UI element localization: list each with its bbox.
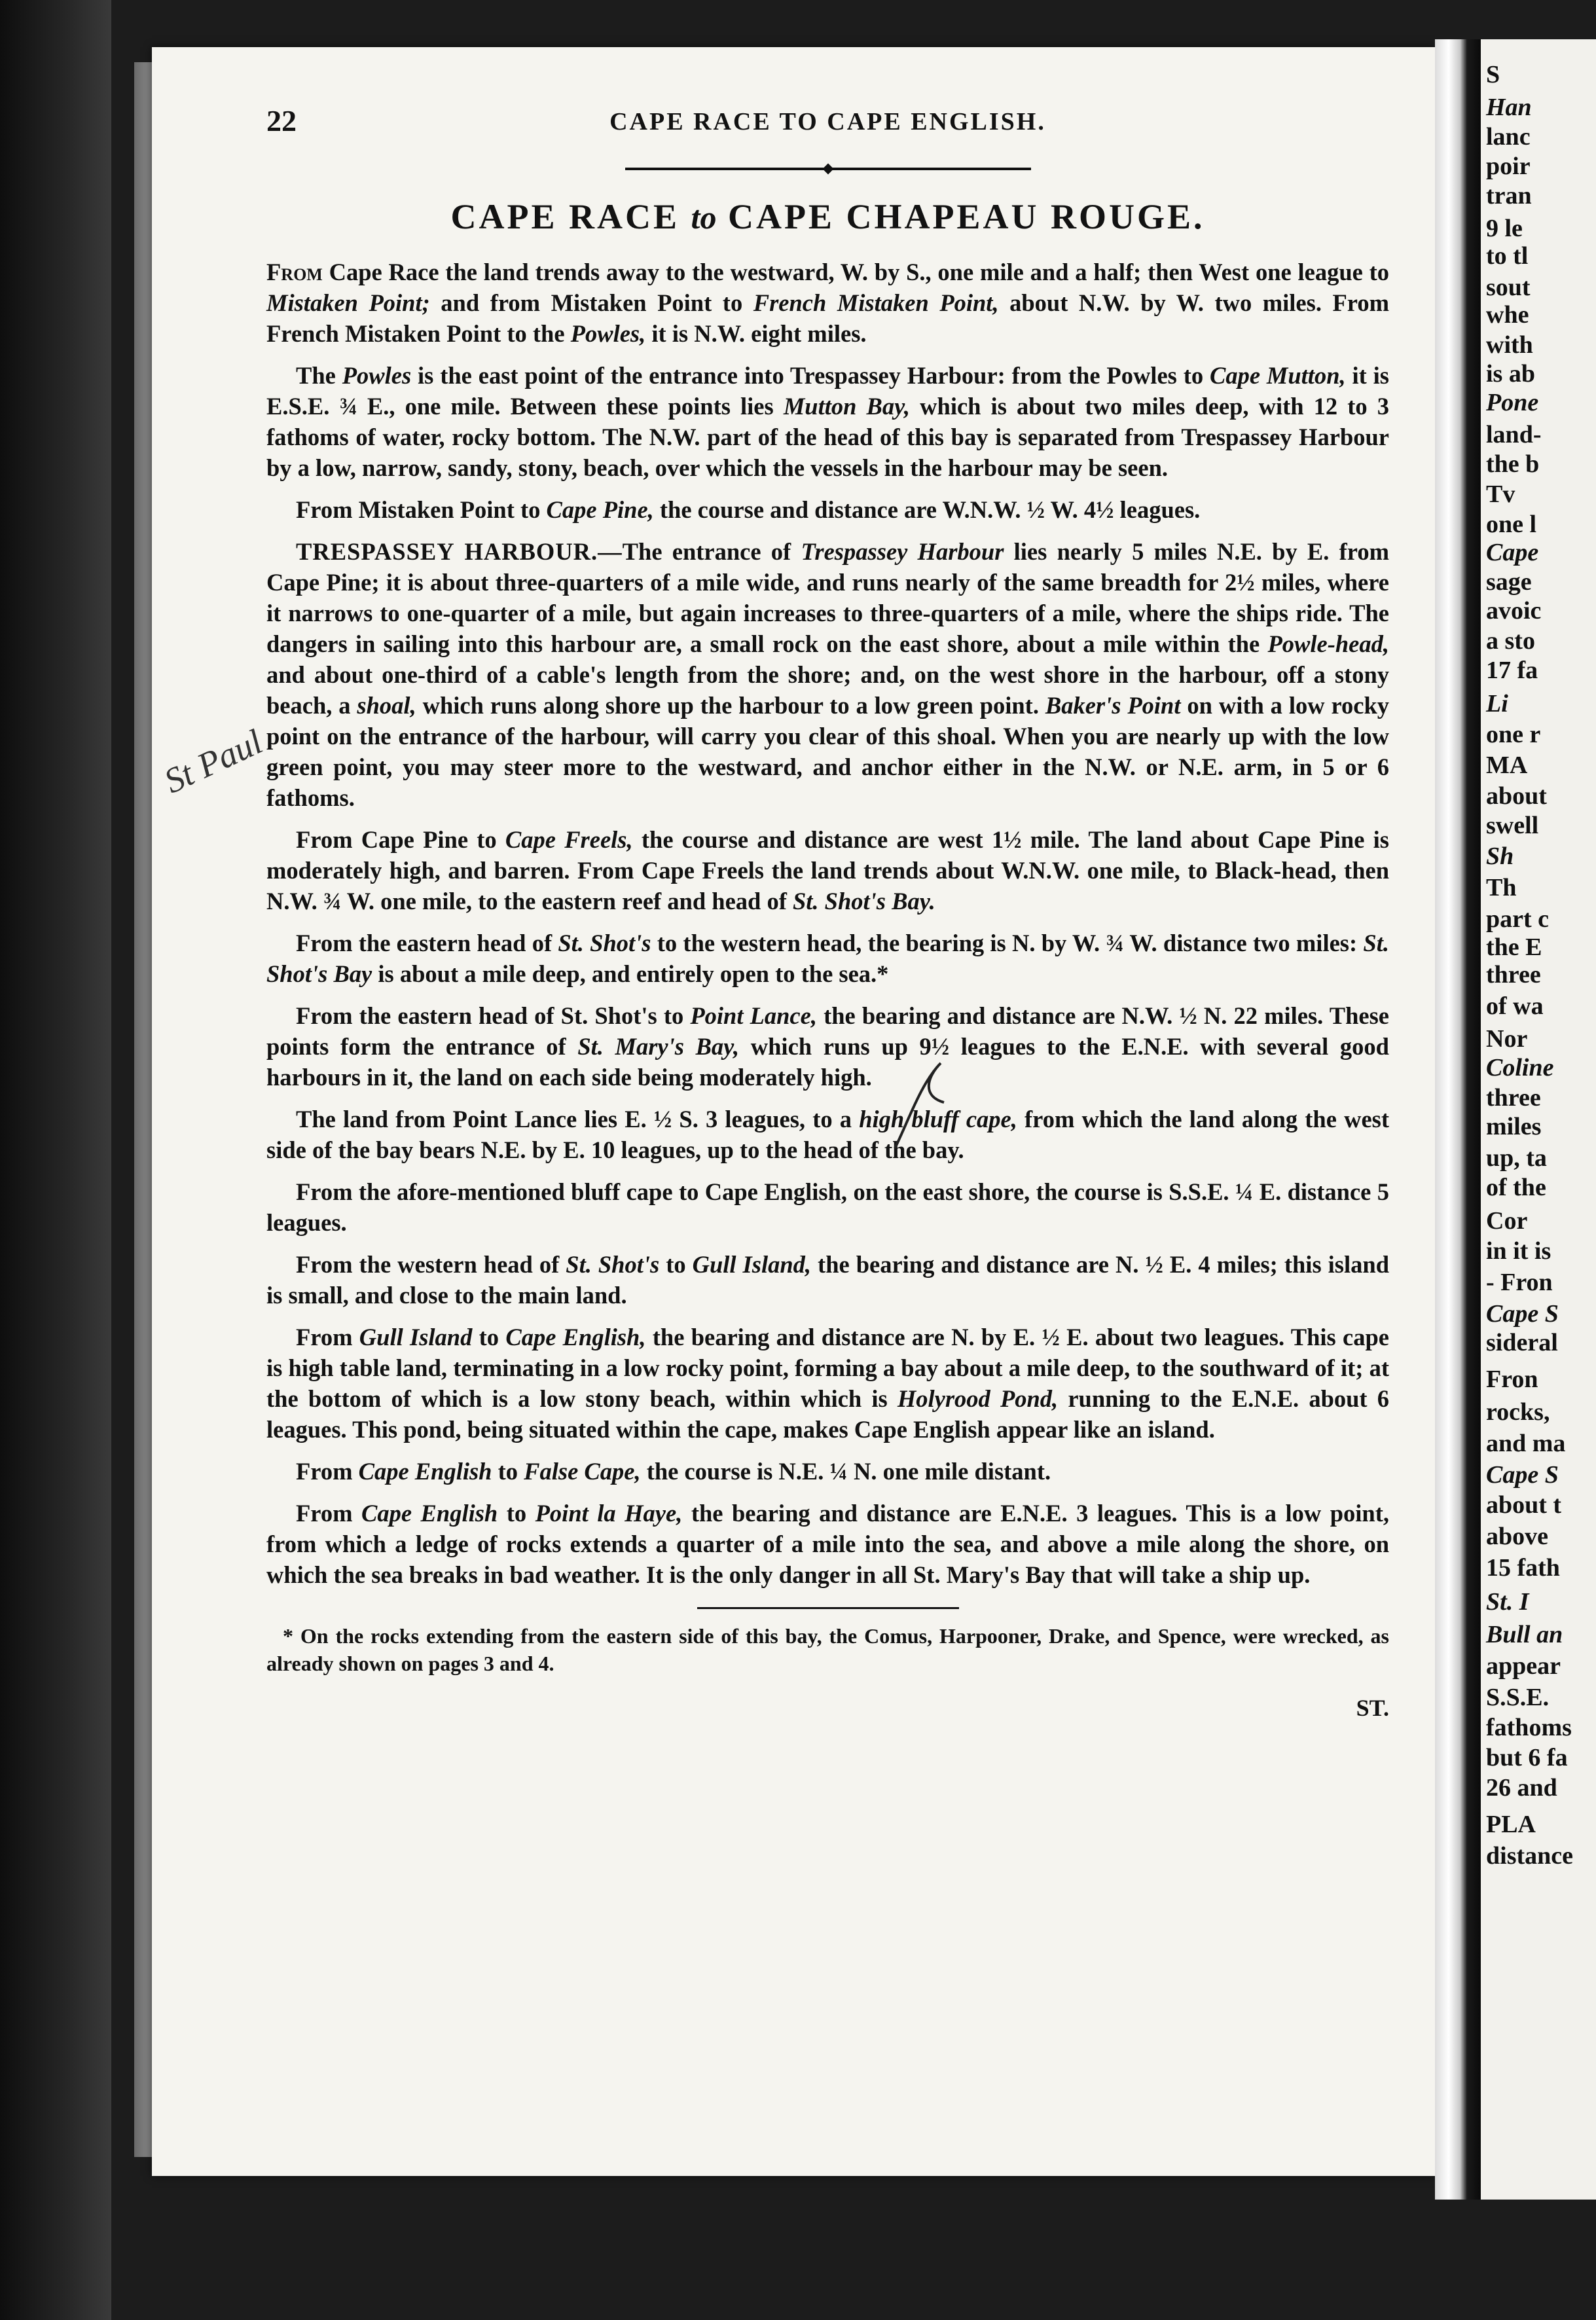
adjacent-page-line: Han: [1486, 94, 1532, 121]
paragraph: [266, 1000, 1389, 1093]
text-run: Holyrood Pond,: [897, 1385, 1059, 1412]
text-run: Mutton Bay,: [783, 393, 911, 420]
paragraph: [266, 1104, 1389, 1165]
text-run: From the eastern head of St. Shot's to: [296, 1002, 691, 1029]
adjacent-page-line: PLA: [1486, 1811, 1536, 1838]
adjacent-page-line: one r: [1486, 721, 1541, 748]
text-run: the bearing and distance are N. by E. ½ E. about two leagues. This cape is high table land, terminating in a low rocky point, forming a bay about a mile deep, to the southward of it; at the bottom of which is a low stony beach, within which is: [266, 1324, 1389, 1412]
text-run: St. Shot's Bay.: [792, 888, 935, 915]
text-run: Mistaken Point;: [266, 289, 430, 316]
adjacent-page-line: Cape: [1486, 539, 1539, 566]
text-run: the bearing and distance are N.W. ½ N. 22 miles. These points form the entrance of: [266, 1002, 1390, 1060]
text-run: From: [296, 1500, 361, 1527]
paragraph: [266, 494, 1389, 525]
book-gutter: [1435, 39, 1481, 2200]
text-run: and about one-third of a cable's length from the shore; and, on the west shore in the harbour, off a stony beach, a: [266, 661, 1389, 719]
adjacent-page-line: appear: [1486, 1652, 1561, 1680]
adjacent-page-line: about t: [1486, 1491, 1562, 1519]
adjacent-page-line: whe: [1486, 301, 1529, 329]
text-run: Powle-head,: [1267, 630, 1389, 657]
adjacent-page-line: S.S.E.: [1486, 1684, 1550, 1711]
text-run: The: [296, 362, 342, 389]
text-run: to: [472, 1324, 506, 1350]
footnote: * On the rocks extending from the eastern side of this bay, the Comus, Harpooner, Drake, and Spence, were wrecked, as already shown on pages 3 and 4.: [266, 1624, 1389, 1675]
adjacent-page-line: the b: [1486, 450, 1540, 478]
text-run: From the afore-mentioned bluff cape to Cape English, on the east shore, the course is S.S.E. ¼ E. distance 5 leagues.: [266, 1178, 1389, 1236]
text-run: TRESPASSEY HARBOUR.—: [296, 538, 623, 565]
text-run: From: [266, 259, 323, 285]
adjacent-page-line: a sto: [1486, 627, 1535, 655]
adjacent-page-line: Tv: [1486, 480, 1515, 508]
adjacent-page-line: three: [1486, 961, 1541, 988]
text-run: Powles,: [570, 320, 646, 347]
text-run: From Mistaken Point to: [296, 496, 547, 523]
text-run: Cape Mutton,: [1210, 362, 1346, 389]
adjacent-page-line: tran: [1486, 182, 1532, 209]
handwritten-margin-note: St Paul: [158, 721, 268, 801]
paragraph: [266, 1322, 1389, 1445]
text-run: The entrance of: [622, 538, 801, 565]
section-title: [266, 196, 1389, 237]
text-run: Point la Haye,: [535, 1500, 683, 1527]
text-run: Gull Island: [359, 1324, 473, 1350]
text-run: on with a low rocky point on the entrance of the harbour, will carry you clear of this shoal. When you are nearly up with the low green point, you may steer more to the westward, and anchor either in the N.W. or N.E. arm, in 5 or 6 fathoms.: [266, 692, 1390, 811]
adjacent-page-fragment: [1481, 39, 1596, 2200]
adjacent-page-line: St. I: [1486, 1588, 1529, 1616]
page-content: [266, 103, 1389, 1722]
text-run: the bearing and distance are N. ½ E. 4 miles; this island is small, and close to the main land.: [266, 1251, 1389, 1309]
adjacent-page-line: Bull an: [1486, 1621, 1563, 1648]
page-number: 22: [266, 104, 297, 137]
text-run: to: [659, 1251, 693, 1278]
text-run: the course and distance are W.N.W. ½ W. 4½ leagues.: [653, 496, 1201, 523]
adjacent-page-line: and ma: [1486, 1430, 1566, 1457]
text-run: Baker's Point: [1045, 692, 1181, 719]
text-run: Point Lance,: [690, 1002, 817, 1029]
adjacent-page-line: but 6 fa: [1486, 1744, 1568, 1771]
adjacent-page-line: sout: [1486, 274, 1531, 301]
text-run: Trespassey Harbour: [801, 538, 1004, 565]
text-run: Powles: [342, 362, 412, 389]
text-run: Cape English: [358, 1458, 492, 1485]
paragraph: [266, 257, 1389, 349]
adjacent-page-line: in it is: [1486, 1237, 1551, 1265]
adjacent-page-line: land-: [1486, 421, 1542, 448]
text-run: From Cape Pine to: [296, 826, 505, 853]
running-title: CAPE RACE TO CAPE ENGLISH.: [609, 108, 1046, 136]
text-run: Cape English: [361, 1500, 498, 1527]
text-run: from which the land along the west side of the bay bears N.E. by E. 10 leagues, up to the head of the bay.: [266, 1106, 1390, 1163]
adjacent-page-line: with: [1486, 331, 1533, 359]
adjacent-page-line: lanc: [1486, 123, 1531, 151]
ornamental-rule: [625, 168, 1031, 170]
adjacent-page-line: Sh: [1486, 843, 1514, 870]
text-run: it is E.S.E. ¾ E., one mile. Between these points lies: [266, 362, 1389, 420]
paragraph: [266, 1249, 1389, 1311]
ink-annotation-mark: [882, 1057, 960, 1155]
paragraph: [266, 360, 1389, 483]
adjacent-page-line: Coline: [1486, 1054, 1554, 1081]
adjacent-page-line: up, ta: [1486, 1144, 1547, 1172]
adjacent-page-line: distance: [1486, 1842, 1573, 1870]
adjacent-page-line: above: [1486, 1523, 1548, 1550]
text-run: From: [296, 1324, 359, 1350]
paragraph: [266, 1176, 1389, 1238]
text-run: which is about two miles deep, with 12 to 3 fathoms of water, rocky bottom. The N.W. part of the head of this bay is separated from Trespassey Harbour by a low, narrow, sandy, stony, beach, over which the vessels in the harbour may be seen.: [266, 393, 1389, 481]
adjacent-page-line: three: [1486, 1084, 1541, 1112]
adjacent-page-line: is ab: [1486, 360, 1535, 388]
page-header: [266, 103, 1389, 149]
adjacent-page-line: poir: [1486, 153, 1531, 180]
text-run: St. Shot's: [566, 1251, 660, 1278]
paragraph: [266, 1498, 1389, 1590]
adjacent-page-line: Th: [1486, 874, 1517, 901]
text-run: St. Shot's: [558, 930, 651, 956]
text-run: to the western head, the bearing is N. by W. ¾ W. distance two miles:: [651, 930, 1364, 956]
text-run: St. Shot's Bay: [266, 930, 1389, 987]
text-run: is the east point of the entrance into Trespassey Harbour: from the Powles to: [411, 362, 1210, 389]
adjacent-page-line: of the: [1486, 1174, 1546, 1201]
adjacent-page-line: 9 le: [1486, 215, 1523, 242]
adjacent-page-line: Cape S: [1486, 1300, 1559, 1328]
text-run: it is N.W. eight miles.: [645, 320, 867, 347]
book-page: [152, 47, 1435, 2176]
adjacent-page-line: 15 fath: [1486, 1554, 1560, 1582]
adjacent-page-line: one l: [1486, 511, 1537, 538]
adjacent-page-line: Pone: [1486, 389, 1539, 416]
adjacent-page-line: to tl: [1486, 242, 1529, 270]
adjacent-page-line: sideral: [1486, 1329, 1558, 1356]
text-run: Cape Pine,: [546, 496, 654, 523]
paragraph: [266, 1456, 1389, 1487]
text-run: Cape Race the land trends away to the westward, W. by S., one mile and a half; then West one league to: [322, 259, 1389, 285]
adjacent-page-line: fathoms: [1486, 1714, 1572, 1741]
text-run: Cape English,: [505, 1324, 646, 1350]
adjacent-page-line: Cor: [1486, 1207, 1528, 1235]
adjacent-page-line: rocks,: [1486, 1398, 1550, 1426]
text-run: the bearing and distance are E.N.E. 3 leagues. This is a low point, from which a ledge of rocks extends a quarter of a mile into the sea, and above a mile along the shore, on which the sea breaks in bad weather. It is the only danger in all St. Mary's Bay that will take a ship up.: [266, 1500, 1389, 1588]
adjacent-page-line: Nor: [1486, 1025, 1528, 1053]
text-run: to: [498, 1500, 535, 1527]
text-run: shoal,: [357, 692, 416, 719]
text-run: high bluff cape,: [859, 1106, 1017, 1133]
adjacent-page-line: part c: [1486, 905, 1550, 933]
text-run: which runs along shore up the harbour to a low green point.: [416, 692, 1045, 719]
text-run: False Cape,: [524, 1458, 641, 1485]
text-run: lies nearly 5 miles N.E. by E. from Cape Pine; it is about three-quarters of a mile wide, and runs nearly of the same breadth for 2½ miles, where it narrows to one-quarter of a mile, but again increases to three-quarters of a mile, where the ships ride. The dangers in sailing into this harbour are, a small rock on the east shore, about a mile within the: [266, 538, 1389, 657]
text-run: The land from Point Lance lies E. ½ S. 3 leagues, to a: [296, 1106, 860, 1133]
paragraph: [266, 824, 1389, 916]
adjacent-page-line: Li: [1486, 690, 1508, 717]
adjacent-page-line: miles: [1486, 1113, 1542, 1140]
text-run: From: [296, 1458, 359, 1485]
text-run: French Mistaken Point,: [753, 289, 999, 316]
adjacent-page-line: the E: [1486, 933, 1542, 961]
scan-background-left: [0, 0, 111, 2320]
adjacent-page-line: avoic: [1486, 597, 1542, 625]
paragraph: [266, 536, 1389, 813]
text-run: and from Mistaken Point to: [429, 289, 753, 316]
text-run: to: [492, 1458, 524, 1485]
text-run: the course is N.E. ¼ N. one mile distant.: [640, 1458, 1051, 1485]
adjacent-page-line: about: [1486, 782, 1547, 810]
section-title-part1: CAPE RACE: [450, 197, 680, 236]
footnote-rule: [697, 1607, 959, 1609]
adjacent-page-line: - Fron: [1486, 1269, 1553, 1296]
section-title-part2: CAPE CHAPEAU ROUGE.: [727, 197, 1205, 236]
text-run: St. Mary's Bay,: [577, 1033, 740, 1060]
section-title-connector: to: [691, 199, 717, 236]
text-run: which runs up 9½ leagues to the E.N.E. with several good harbours in it, the land on each side being moderately high.: [266, 1033, 1389, 1091]
text-run: Gull Island,: [692, 1251, 812, 1278]
paragraph: [266, 928, 1389, 989]
adjacent-page-line: MA: [1486, 752, 1528, 779]
text-run: about N.W. by W. two miles. From French Mistaken Point to the: [266, 289, 1389, 347]
text-run: running to the E.N.E. about 6 leagues. This pond, being situated within the cape, makes Cape English appear like an island.: [266, 1385, 1389, 1443]
adjacent-page-line: S: [1486, 61, 1500, 88]
text-run: Cape Freels,: [505, 826, 633, 853]
adjacent-page-line: sage: [1486, 568, 1532, 596]
adjacent-page-line: Fron: [1486, 1366, 1538, 1393]
text-run: is about a mile deep, and entirely open to the sea.*: [372, 960, 889, 987]
text-run: From the eastern head of: [296, 930, 558, 956]
adjacent-page-line: Cape S: [1486, 1461, 1559, 1489]
adjacent-page-line: 26 and: [1486, 1774, 1557, 1802]
text-run: the course and distance are west 1½ mile. The land about Cape Pine is moderately high, and barren. From Cape Freels the land trends about W.N.W. one mile, to Black-head, then N.W. ¾ W. one mile, to the eastern reef and head of: [266, 826, 1390, 915]
body-text: [266, 257, 1389, 1590]
text-run: From the western head of: [296, 1251, 566, 1278]
adjacent-page-line: of wa: [1486, 992, 1544, 1020]
adjacent-page-line: swell: [1486, 812, 1539, 839]
catchword: ST.: [1356, 1695, 1389, 1721]
adjacent-page-line: 17 fa: [1486, 657, 1538, 684]
